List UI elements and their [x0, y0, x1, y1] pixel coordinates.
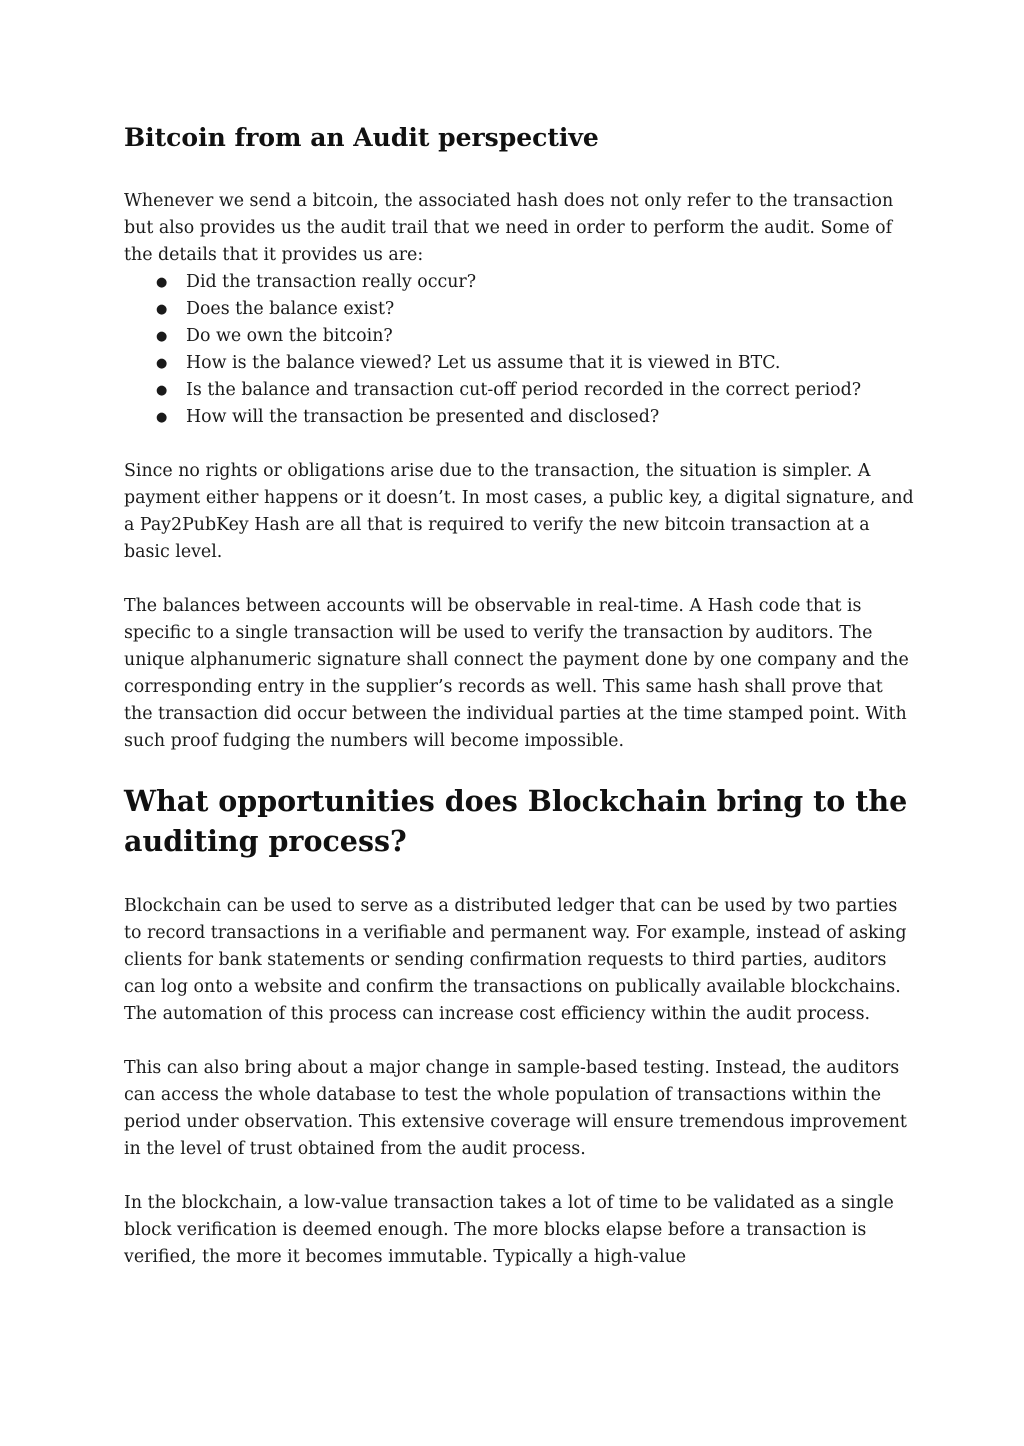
bullet-icon: ● — [156, 410, 168, 425]
bullet-icon: ● — [156, 329, 168, 344]
list-item: ● Does the balance exist? — [124, 296, 914, 323]
validation-paragraph: In the blockchain, a low-value transaction takes a lot of time to be validated as a single block verification is deemed enough. The more blocks elapse before a transaction is verified, the more it becomes immutable. Typically a high-value — [124, 1193, 894, 1267]
intro-paragraph: Whenever we send a bitcoin, the associated hash does not only refer to the transaction but also provides us the audit trail that we need in order to perform the audit. Some of the details that it provides us are: — [124, 191, 894, 265]
sample-testing-paragraph: This can also bring about a major change in sample-based testing. Instead, the auditors can access the whole database to test the whole population of transactions within the period under observation. This extensive coverage will ensure tremendous improvement in the level of trust obtained from the audit process. — [124, 1058, 907, 1159]
list-item: ● How is the balance viewed? Let us assume that it is viewed in BTC. — [124, 350, 914, 377]
section-title-blockchain-opportunities: What opportunities does Blockchain bring to the auditing process? — [124, 784, 908, 858]
list-item: ● Is the balance and transaction cut-off period recorded in the correct period? — [124, 377, 914, 404]
bullet-icon: ● — [156, 356, 168, 371]
rights-paragraph: Since no rights or obligations arise due to the transaction, the situation is simpler. A payment either happens or it doesn’t. In most cases, a public key, a digital signature, and a Pay2PubKey Hash are all that is required to verify the new bitcoin transaction at a basic level. — [124, 461, 914, 562]
audit-questions-list — [124, 269, 914, 431]
section-title-bitcoin-audit: Bitcoin from an Audit perspective — [124, 123, 599, 152]
bullet-icon: ● — [156, 383, 168, 398]
bullet-icon: ● — [156, 275, 168, 290]
list-item: ● Do we own the bitcoin? — [124, 323, 914, 350]
document-page — [124, 118, 914, 1271]
list-item: ● Did the transaction really occur? — [124, 269, 914, 296]
bullet-icon: ● — [156, 302, 168, 317]
balances-paragraph: The balances between accounts will be observable in real-time. A Hash code that is specific to a single transaction will be used to verify the transaction by auditors. The unique alphanumeric signature shall connect the payment done by one company and the corresponding entry in the supplier’s records as well. This same hash shall prove that the transaction did occur between the individual parties at the time stamped point. With such proof fudging the numbers will become impossible. — [124, 596, 909, 751]
list-item: ● How will the transaction be presented and disclosed? — [124, 404, 914, 431]
ledger-paragraph: Blockchain can be used to serve as a distributed ledger that can be used by two parties to record transactions in a verifiable and permanent way. For example, instead of asking clients for bank statements or sending confirmation requests to third parties, auditors can log onto a website and confirm the transactions on publically available blockchains. The automation of this process can increase cost efficiency within the audit process. — [124, 896, 907, 1024]
